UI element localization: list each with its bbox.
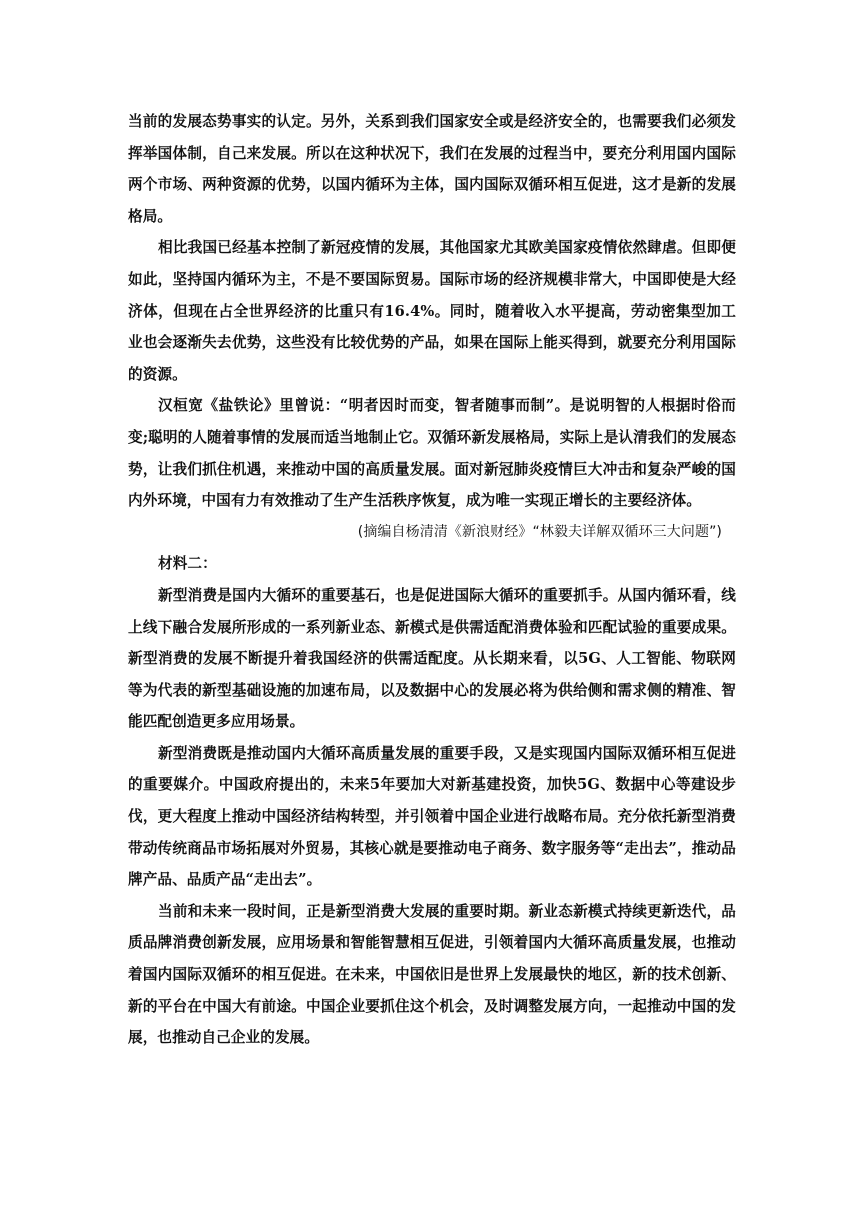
source-citation: (摘编自杨清清《新浪财经》“林毅夫详解双循环三大问题”) <box>357 523 722 540</box>
material-two-heading: 材料二： <box>158 555 217 573</box>
paragraph-continuation: 当前的发展态势事实的认定。另外，关系到我们国家安全或是经济安全的，也需要我们必须发挥举国体制，自己来发展。所以在这种状况下，我们在发展的过程当中，要充分利用国内国际两个市场、两种资源的优势，以国内循环为主体，国内国际双循环相互促进，这才是新的发展格局。 <box>128 113 736 225</box>
paragraph-epidemic-trade: 相比我国已经基本控制了新冠疫情的发展，其他国家尤其欧美国家疫情依然肆虐。但即便如此，坚持国内循环为主，不是不要国际贸易。国际市场的经济规模非常大，中国即使是大经济体，但现在占全世界经济的比重只有16.4%。同时，随着收入水平提高，劳动密集型加工业也会逐渐失去优势，这些没有比较优势的产品，如果在国际上能买得到，就要充分利用国际的资源。 <box>128 239 736 383</box>
paragraph-dual-circulation-medium: 新型消费既是推动国内大循环高质量发展的重要手段，又是实现国内国际双循环相互促进的重要媒介。中国政府提出的，未来5年要加大对新基建投资，加快5G、数据中心等建设步伐，更大程度上推动中国经济结构转型，并引领着中国企业进行战略布局。充分依托新型消费带动传统商品市场拓展对外贸易，其核心就是要推动电子商务、数字服务等“走出去”，推动品牌产品、品质产品“走出去”。 <box>128 744 736 889</box>
paragraph-new-consumption: 新型消费是国内大循环的重要基石，也是促进国际大循环的重要抓手。从国内循环看，线上线下融合发展所形成的一系列新业态、新模式是供需适配消费体验和匹配试验的重要成果。新型消费的发展不断提升着我国经济的供需适配度。从长期来看，以5G、人工智能、物联网等为代表的新型基础设施的加速布局，以及数据中心的发展必将为供给侧和需求侧的精准、智能匹配创造更多应用场景。 <box>128 586 736 731</box>
paragraph-future-development: 当前和未来一段时间，正是新型消费大发展的重要时期。新业态新模式持续更新迭代，品质品牌消费创新发展，应用场景和智能智慧相互促进，引领着国内大循环高质量发展，也推动着国内国际双循环的相互促进。在未来，中国依旧是世界上发展最快的地区，新的技术创新、新的平台在中国大有前途。中国企业要抓住这个机会，及时调整发展方向，一起推动中国的发展，也推动自己企业的发展。 <box>128 902 736 1047</box>
document-page <box>128 106 736 1054</box>
paragraph-yantielun: 汉桓宽《盐铁论》里曾说：“明者因时而变，智者随事而制”。是说明智的人根据时俗而变;聪明的人随着事情的发展而适当地制止它。双循环新发展格局，实际上是认清我们的发展态势，让我们抓住机遇，来推动中国的高质量发展。面对新冠肺炎疫情巨大冲击和复杂严峻的国内外环境，中国有力有效推动了生产生活秩序恢复，成为唯一实现正增长的主要经济体。 <box>128 397 736 510</box>
